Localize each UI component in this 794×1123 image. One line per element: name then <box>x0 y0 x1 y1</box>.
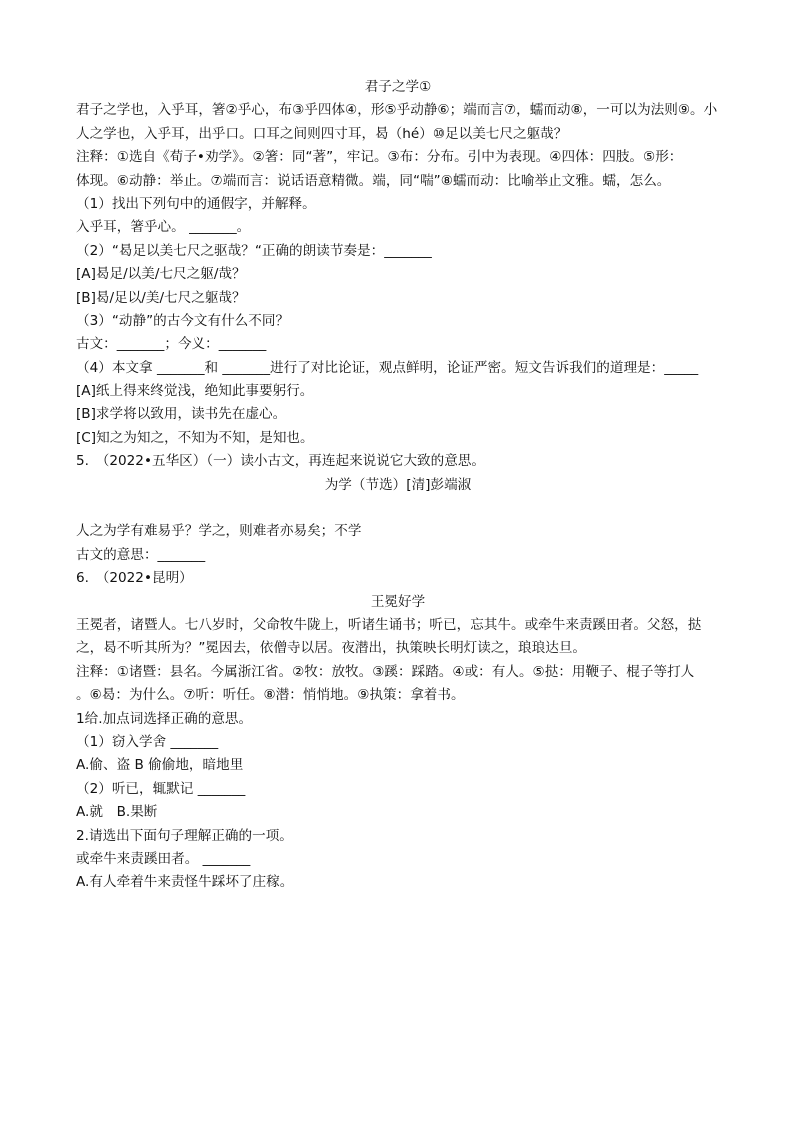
passage-title-wangmian: 王冕好学 <box>370 593 426 610</box>
question-4-option-c: [C]知之为知之，不知为不知，是知也。 <box>76 429 314 446</box>
passage-line: 之，曷不听其所为？”冕因去，依僧寺以居。夜潜出，执策映长明灯读之，琅琅达旦。 <box>76 640 587 657</box>
passage-line: 君子之学也，入乎耳，箸②乎心，布③乎四体④，形⑤乎动静⑥；端而言⑦，蠕而动⑧，一可以为法则⑨。小 <box>76 102 718 119</box>
question-6-1-2: （2）听已，辄默记 _______ <box>76 780 246 797</box>
question-6-1-2-options: A.就 B.果断 <box>76 804 158 821</box>
passage-line: 王冕者，诸暨人。七八岁时，父命牧牛陇上，听诸生诵书；听已，忘其牛。或牵牛来责蹊田者。父怒，挞 <box>76 616 702 633</box>
question-1-item: 入乎耳，箸乎心。 _______。 <box>76 219 251 236</box>
question-6-2-option-a: A.有人牵着牛来责怪牛踩坏了庄稼。 <box>76 874 294 891</box>
question-6-2: 2.请选出下面句子理解正确的一项。 <box>76 827 293 844</box>
passage-line: 人之学也，入乎耳，出乎口。口耳之间则四寸耳，曷（hé）⑩足以美七尺之躯哉？ <box>76 125 568 142</box>
notes-line: 体现。⑥动静：举止。⑦端而言：说话语意精微。端，同“喘”⑧蠕而动：比喻举止文雅。蠕，怎么。 <box>76 172 671 189</box>
question-3: （3）“动静”的古今文有什么不同？ <box>76 312 290 329</box>
question-2-option-b: [B]曷/足以/美/七尺之躯哉？ <box>76 289 246 306</box>
notes-line: 注释：①选自《荀子•劝学》。②箸：同“著”，牢记。③布：分布。引中为表现。④四体：四肢。⑤形： <box>76 149 683 166</box>
question-2: （2）“曷足以美七尺之驱哉？“正确的朗读节奏是：_______ <box>76 242 432 259</box>
document-content <box>76 76 720 895</box>
question-3-blank: 古文：_______；今义：_______ <box>76 336 267 353</box>
question-6-2-sentence: 或牵牛来责蹊田者。 _______ <box>76 850 251 867</box>
question-5-header: 5. （2022•五华区）（一）读小古文，再连起来说说它大致的意思。 <box>76 453 486 470</box>
notes-line: 注释：①诸暨：县名。今属浙江省。②牧：放牧。③蹊：踩踏。④或：有人。⑤挞：用鞭子、棍子等打人 <box>76 663 695 680</box>
question-4-option-b: [B]求学将以致用，读书先在虚心。 <box>76 406 287 423</box>
spacer <box>76 497 720 520</box>
question-6-1-1-options: A.偷、盗 B 偷偷地，暗地里 <box>76 757 244 774</box>
notes-line: 。⑥曷：为什么。⑦听：听任。⑧潜：悄悄地。⑨执策：拿着书。 <box>76 687 465 704</box>
question-2-option-a: [A]曷足/以美/七尺之躯/哉？ <box>76 266 246 283</box>
question-6-1: 1给.加点词选择正确的意思。 <box>76 710 253 727</box>
meaning-blank: 古文的意思：_______ <box>76 546 206 563</box>
passage-title-junzi: 君子之学① <box>364 79 432 95</box>
question-6-header: 6. （2022•昆明） <box>76 570 193 587</box>
question-4-option-a: [A]纸上得来终觉浅，绝知此事要躬行。 <box>76 383 314 400</box>
question-4: （4）本文拿 _______和 _______进行了对比论证，观点鲜明，论证严密。短文告诉我们的道理是：_____ <box>76 359 699 376</box>
question-1: （1）找出下列句中的通假字，并解释。 <box>76 195 316 212</box>
passage-title-weixue: 为学（节选）[清]彭端淑 <box>324 476 472 493</box>
passage-line: 人之为学有难易乎？学之，则难者亦易矣；不学 <box>76 523 362 540</box>
question-6-1-1: （1）窃入学舍 _______ <box>76 733 219 750</box>
